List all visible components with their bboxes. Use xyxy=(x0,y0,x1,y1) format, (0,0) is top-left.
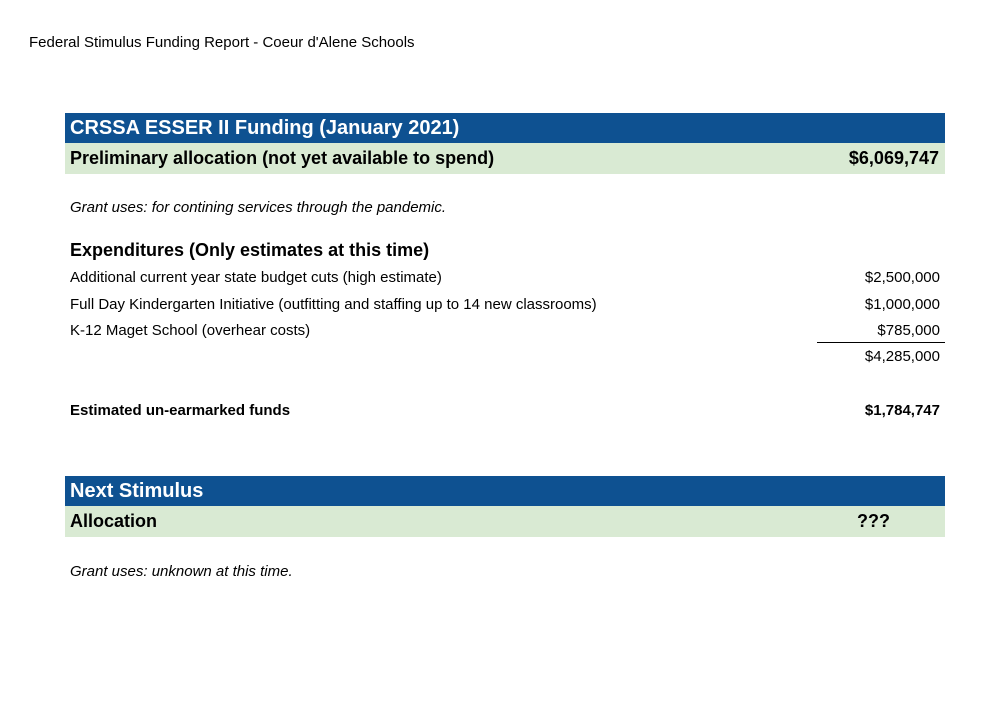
grant-uses-note: Grant uses: unknown at this time. xyxy=(70,563,293,580)
expenditures-total: $4,285,000 xyxy=(864,348,940,365)
allocation-row xyxy=(65,143,945,174)
total-divider xyxy=(817,342,945,343)
expenditure-row xyxy=(70,322,940,339)
expenditure-row xyxy=(70,296,940,313)
unearmarked-row xyxy=(70,402,940,419)
section-header: CRSSA ESSER II Funding (January 2021) xyxy=(65,113,945,143)
expenditure-value: $2,500,000 xyxy=(864,269,940,286)
section-header: Next Stimulus xyxy=(65,476,945,506)
expenditure-row xyxy=(70,269,940,286)
unearmarked-label: Estimated un-earmarked funds xyxy=(70,402,291,419)
next-stimulus-section xyxy=(65,476,945,537)
grant-uses-note: Grant uses: for contining services through the pandemic. xyxy=(70,199,447,216)
expenditure-value: $785,000 xyxy=(877,322,940,339)
crssa-esser-section xyxy=(65,113,945,174)
unearmarked-value: $1,784,747 xyxy=(864,402,940,419)
allocation-value: ??? xyxy=(857,511,890,531)
allocation-label: Preliminary allocation (not yet available to spend) xyxy=(70,148,495,168)
expenditure-label: Full Day Kindergarten Initiative (outfitting and staffing up to 14 new classrooms) xyxy=(70,296,597,313)
expenditure-value: $1,000,000 xyxy=(864,296,940,313)
allocation-value: $6,069,747 xyxy=(848,148,939,168)
document-title: Federal Stimulus Funding Report - Coeur d'Alene Schools xyxy=(29,34,415,51)
expenditures-heading: Expenditures (Only estimates at this time) xyxy=(70,240,430,260)
allocation-label: Allocation xyxy=(70,511,158,531)
expenditure-label: Additional current year state budget cuts (high estimate) xyxy=(70,269,442,286)
expenditure-label: K-12 Maget School (overhear costs) xyxy=(70,322,311,339)
allocation-row xyxy=(65,506,945,537)
